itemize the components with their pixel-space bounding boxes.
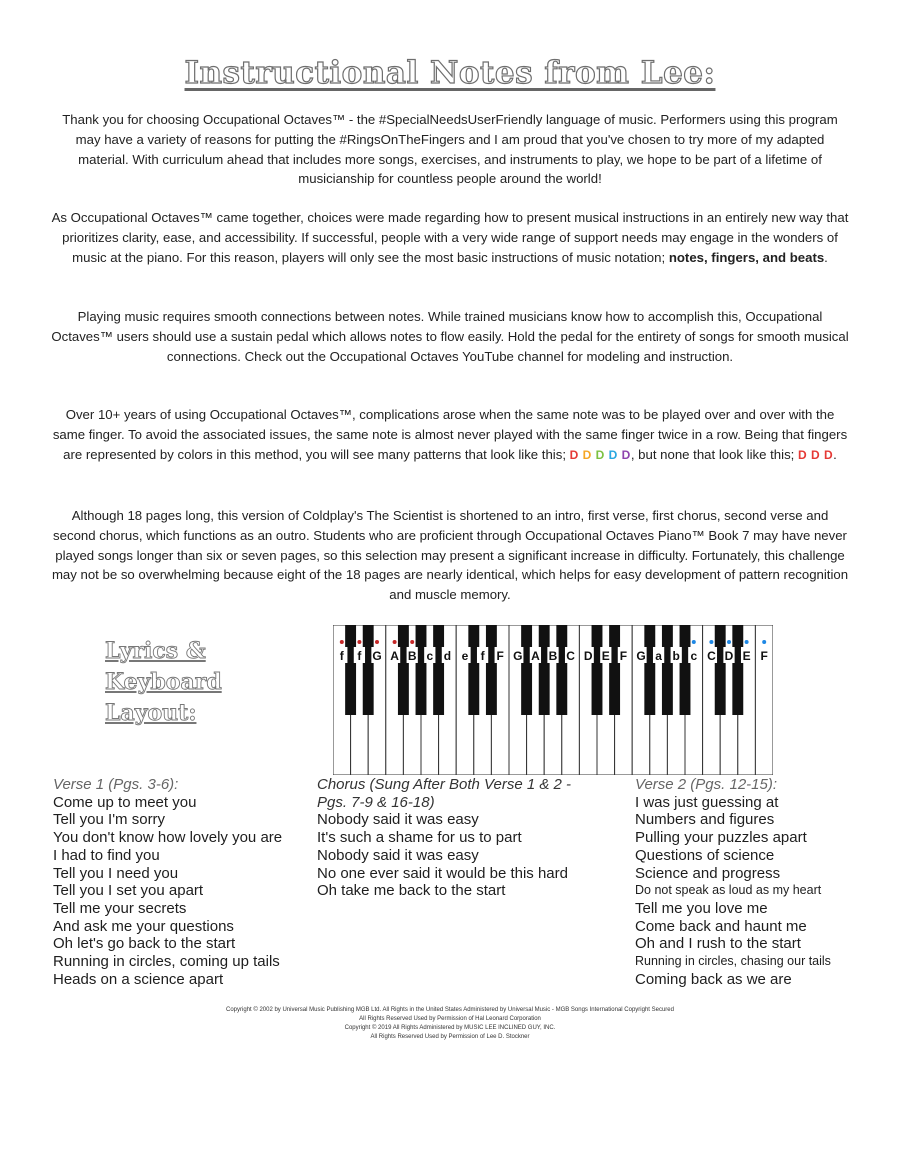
- key-label: e: [461, 649, 469, 663]
- black-key: [715, 625, 726, 715]
- heading-line-1: Lyrics &: [105, 638, 206, 664]
- key-label: c: [426, 649, 434, 663]
- chorus-header-2: Pgs. 7-9 & 16-18): [317, 793, 435, 811]
- black-key: [416, 625, 427, 715]
- lyric-line: Running in circles, chasing our tails: [635, 954, 831, 969]
- key-label: A: [531, 649, 540, 663]
- lyric-line: Pulling your puzzles apart: [635, 829, 807, 847]
- copyright-notice: [0, 1006, 900, 1042]
- pattern-letter: D: [608, 447, 622, 462]
- key-label: C: [707, 649, 716, 663]
- finger-paragraph: [50, 405, 850, 465]
- lyric-line: Running in circles, coming up tails: [53, 953, 280, 971]
- lyric-line: Coming back as we are: [635, 970, 792, 988]
- black-key: [644, 625, 655, 715]
- key-label: B: [548, 649, 558, 663]
- copyright-line: All Rights Reserved Used by Permission of Hal Leonard Corporation: [359, 1016, 541, 1022]
- heading-line-3: Layout:: [105, 700, 197, 726]
- finger-dot: [340, 640, 344, 644]
- black-key: [398, 625, 409, 715]
- verse1-header: Verse 1 (Pgs. 3-6):: [53, 776, 179, 793]
- notation-text: As Occupational Octaves™ came together, choices were made regarding how to present musical instructions in an entirely new way that prioritizes clarity, ease, and accessibility. If successful, people with a very wide range of support needs may engage in the wonders of music at the piano. For this reason, players will only see the most basic instructions of music notation;: [51, 210, 849, 265]
- finger-end: .: [833, 446, 837, 462]
- lyric-line: I had to find you: [53, 846, 160, 864]
- key-label: E: [742, 649, 751, 663]
- piano-keyboard: [333, 625, 773, 775]
- black-key: [662, 625, 673, 715]
- verse2-header: Verse 2 (Pgs. 12-15):: [635, 776, 778, 793]
- notation-bold: notes, fingers, and beats: [668, 249, 825, 265]
- lyric-line: Do not speak as loud as my heart: [635, 883, 822, 898]
- lyric-line: Tell you I'm sorry: [53, 811, 166, 829]
- black-key: [433, 625, 444, 715]
- finger-dot: [410, 640, 414, 644]
- key-label: f: [339, 649, 344, 663]
- finger-dot: [727, 640, 731, 644]
- key-label: d: [443, 649, 452, 663]
- black-key: [363, 625, 374, 715]
- key-label: G: [372, 649, 382, 663]
- lyric-line: Tell you I set you apart: [53, 882, 204, 900]
- lyric-line: Come back and haunt me: [635, 917, 807, 935]
- lyric-line: Tell me you love me: [635, 899, 768, 917]
- pedal-paragraph: Playing music requires smooth connections between notes. While trained musicians know how to accomplish this, Occupational Octaves™ users should use a sustain pedal which allows notes to flow easily. Hold the pedal for the entirety of songs for smooth musical connections. Check out the Occupational Octaves YouTube channel for modeling and instruction.: [51, 309, 849, 364]
- good-pattern: [570, 447, 631, 462]
- intro-paragraph: Thank you for choosing Occupational Octaves™ - the #SpecialNeedsUserFriendly language of music. Performers using this program may have a variety of reasons for putting the #RingsOnTheFingers and I am proud that you've chosen to try more of my adapted material. With curriculum ahead that includes more songs, exercises, and instruments to play, we hope to be part of a lifetime of musicianship for countless people around the world!: [62, 112, 838, 187]
- lyric-line: Questions of science: [635, 846, 775, 864]
- lyric-line: Oh and I rush to the start: [635, 935, 801, 953]
- lyric-line: Tell you I need you: [53, 864, 179, 882]
- pattern-letter: D: [621, 447, 631, 462]
- lyric-line: Science and progress: [635, 864, 781, 882]
- pattern-letter: D: [798, 447, 811, 462]
- key-label: c: [690, 649, 698, 663]
- finger-dot: [709, 640, 713, 644]
- key-label: G: [636, 649, 646, 663]
- verse1-column: [53, 776, 282, 988]
- black-key: [345, 625, 356, 715]
- black-key: [539, 625, 550, 715]
- lyric-line: And ask me your questions: [53, 917, 234, 935]
- lyric-line: Come up to meet you: [53, 793, 197, 811]
- black-key: [521, 625, 532, 715]
- bad-pattern: [798, 447, 833, 462]
- page-title: Instructional Notes from Lee:: [184, 55, 716, 91]
- finger-dot: [745, 640, 749, 644]
- black-key: [468, 625, 479, 715]
- lyric-line: Oh let's go back to the start: [53, 935, 236, 953]
- lyric-line: It's such a shame for us to part: [317, 829, 522, 847]
- copyright-line: Copyright © 2019 All Rights Administered by MUSIC LEE INCLINED GUY, INC.: [344, 1025, 556, 1031]
- lyric-line: Nobody said it was easy: [317, 811, 479, 829]
- pattern-letter: D: [824, 447, 834, 462]
- copyright-line: All Rights Reserved Used by Permission of Lee D. Stockner: [370, 1034, 530, 1040]
- verse2-column: [635, 776, 831, 988]
- lyric-line: Numbers and figures: [635, 811, 775, 829]
- black-key: [486, 625, 497, 715]
- lyric-line: No one ever said it would be this hard: [317, 864, 568, 882]
- notation-paragraph: [50, 208, 850, 267]
- key-label: b: [672, 649, 680, 663]
- key-label: F: [619, 649, 628, 663]
- lyric-line: You don't know how lovely you are: [53, 829, 283, 847]
- lyric-line: Oh take me back to the start: [317, 882, 506, 900]
- finger-text: Over 10+ years of using Occupational Octaves™, complications arose when the same note was to be played over and over with the same finger. To avoid the associated issues, the same note is almost never played with the same finger twice in a row. Being that fingers are represented by colors in this method, you will see many patterns that look like this;: [52, 407, 848, 462]
- lyric-line: I was just guessing at: [635, 793, 779, 811]
- pattern-letter: D: [582, 447, 596, 462]
- lyrics-keyboard-heading: [105, 636, 305, 729]
- black-key: [609, 625, 620, 715]
- finger-dot: [375, 640, 379, 644]
- key-label: D: [724, 649, 734, 663]
- black-key: [556, 625, 567, 715]
- pattern-letter: D: [595, 447, 609, 462]
- finger-dot: [393, 640, 397, 644]
- black-key: [732, 625, 743, 715]
- key-label: f: [357, 649, 362, 663]
- notation-end: .: [824, 249, 828, 265]
- key-label: B: [407, 649, 417, 663]
- chorus-header-1: Chorus (Sung After Both Verse 1 & 2 -: [317, 776, 572, 793]
- key-label: E: [601, 649, 610, 663]
- chorus-column: [317, 776, 571, 900]
- key-label: F: [496, 649, 504, 663]
- key-label: f: [480, 649, 485, 663]
- pattern-letter: D: [569, 447, 583, 462]
- key-label: C: [566, 649, 575, 663]
- finger-mid: , but none that look like this;: [630, 446, 795, 462]
- finger-dot: [762, 640, 766, 644]
- copyright-line: Copyright © 2002 by Universal Music Publishing MGB Ltd. All Rights in the United States Administered by Universal Music - MGB Songs International Copyright Secured: [226, 1007, 674, 1013]
- key-label: G: [513, 649, 523, 663]
- song-paragraph: Although 18 pages long, this version of Coldplay's The Scientist is shortened to an intro, first verse, first chorus, second verse and second chorus, which functions as an outro. Students who are proficient through Occupational Octaves Piano™ Book 7 may have never played songs longer than six or seven pages, so this selection may present a significant increase in difficulty. Fortunately, this challenge may not be so overwhelming because eight of the 18 pages are nearly identical, which helps for easy development of pattern recognition and muscle memory.: [51, 508, 849, 603]
- key-label: D: [583, 649, 593, 663]
- black-key: [592, 625, 603, 715]
- finger-dot: [357, 640, 361, 644]
- key-label: A: [390, 649, 399, 663]
- finger-dot: [692, 640, 696, 644]
- black-key: [680, 625, 691, 715]
- pattern-letter: D: [811, 447, 824, 462]
- heading-line-2: Keyboard: [105, 669, 222, 695]
- lyric-line: Tell me your secrets: [53, 899, 187, 917]
- key-label: F: [760, 649, 768, 663]
- lyric-line: Heads on a science apart: [53, 970, 224, 988]
- lyric-line: Nobody said it was easy: [317, 846, 479, 864]
- key-label: a: [655, 649, 662, 663]
